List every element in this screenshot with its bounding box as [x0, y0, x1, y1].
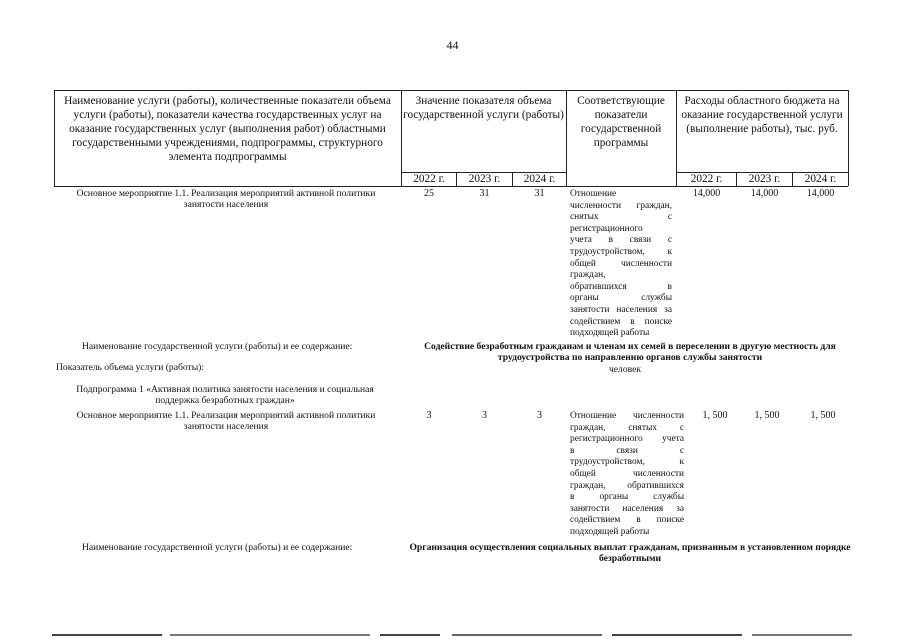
volume-label: Показатель объема услуги (работы):: [56, 362, 205, 373]
volume-value-2023: 3: [482, 410, 487, 421]
year-2022-volume: 2022 г.: [413, 173, 445, 185]
header-col-indicators: Соответствующие показатели государственной программы: [577, 95, 665, 149]
header-col-service: Наименование услуги (работы), количественные показатели объема услуги (работы), показатели качества государственных услуг на оказание государственных услуг (выполнения работ) областными государственными учреждениями, подпрограммы, структурного элемента подпрограммы: [64, 95, 391, 163]
expense-value-2024: 1, 500: [810, 410, 836, 421]
page-number: 44: [446, 38, 459, 52]
indicator-text: Отношение численности граждан, снятых с регистрационного учета в связи с трудоустройством, к общей численности граждан, обратившихся в органы службы занятости населения за содействием в поиске подходящей работы: [570, 411, 684, 537]
volume-value-2023: 31: [479, 188, 490, 199]
expense-value-2023: 1, 500: [754, 410, 780, 421]
volume-value-2022: 25: [424, 188, 434, 199]
unit-label: человек: [608, 364, 642, 375]
volume-value-2024: 31: [534, 188, 545, 199]
header-col-expenses: Расходы областного бюджета на оказание государственной услуги (выполнение работы), тыс. руб.: [681, 95, 843, 135]
volume-value-2022: 3: [426, 410, 432, 421]
activity-text: Основное мероприятие 1.1. Реализация мероприятий активной политики занятости населения: [76, 188, 376, 211]
expense-value-2022: 14,000: [692, 188, 721, 199]
expense-value-2022: 1, 500: [702, 410, 728, 421]
subprogram-text: Подпрограмма 1 «Активная политика занятости населения и социальная поддержка безработных граждан»: [76, 384, 374, 407]
year-2022-expenses: 2022 г.: [690, 173, 723, 185]
indicator-text: Отношение численности граждан, снятых с регистрационного учета в связи с трудоустройством, к общей численности граждан, обратившихся в органы службы занятости населения за содействием в поиске подходящей работы: [570, 189, 672, 339]
service-name: Организация осуществления социальных выплат гражданам, признанным в установленном порядке безработными: [409, 542, 851, 565]
activity-text: Основное мероприятие 1.1. Реализация мероприятий активной политики занятости населения: [76, 410, 376, 433]
year-2024-volume: 2024 г.: [523, 173, 556, 185]
year-2024-expenses: 2024 г.: [804, 173, 837, 185]
expense-value-2024: 14,000: [806, 188, 835, 199]
volume-value-2024: 3: [537, 410, 542, 421]
year-2023-volume: 2023 г.: [468, 173, 501, 185]
service-label: Наименование государственной услуги (работы) и ее содержание:: [82, 341, 353, 352]
service-name: Содействие безработным гражданам и членам их семей в переселении в другую местность для трудоустройства по направлению органов службы занятости: [424, 341, 836, 364]
expense-value-2023: 14,000: [750, 188, 779, 199]
year-2023-expenses: 2023 г.: [748, 173, 781, 185]
header-col-volume: Значение показателя объема государственной услуги (работы): [403, 95, 564, 121]
service-label: Наименование государственной услуги (работы) и ее содержание:: [82, 542, 353, 553]
